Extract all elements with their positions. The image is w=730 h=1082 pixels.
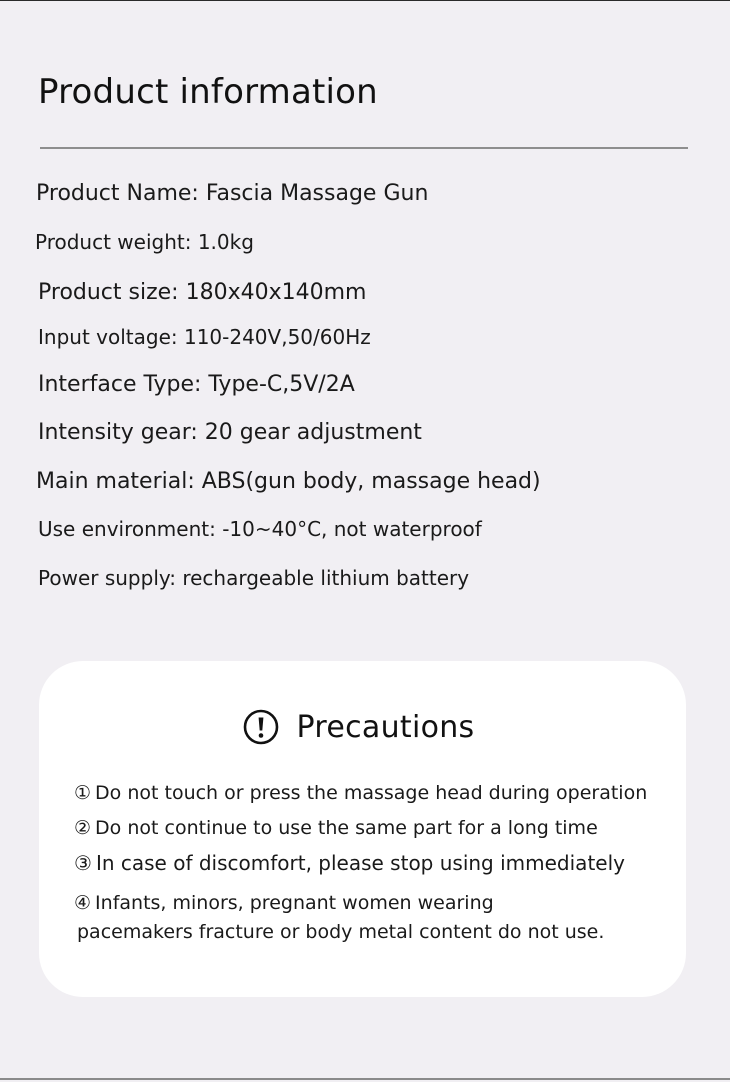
spec-product-weight: Product weight: 1.0kg	[35, 230, 254, 254]
title-divider	[40, 147, 688, 149]
spec-product-name: Product Name: Fascia Massage Gun	[36, 181, 429, 206]
precautions-card	[39, 661, 686, 997]
precaution-text: Do not continue to use the same part for a long time	[95, 817, 598, 839]
precautions-header	[39, 705, 686, 749]
spec-product-size: Product size: 180x40x140mm	[38, 280, 367, 305]
spec-main-material: Main material: ABS(gun body, massage head)	[36, 469, 541, 494]
top-border	[0, 0, 730, 1]
bottom-border	[0, 1078, 730, 1080]
precaution-number: ③	[74, 851, 92, 875]
page-title: Product information	[38, 72, 378, 112]
precaution-number: ①	[74, 782, 92, 804]
spec-intensity-gear: Intensity gear: 20 gear adjustment	[38, 420, 422, 445]
precautions-title: Precautions	[296, 709, 475, 745]
precaution-text: Do not touch or press the massage head during operation	[95, 782, 648, 804]
precaution-number: ②	[74, 817, 92, 839]
precaution-number: ④	[74, 892, 92, 914]
precaution-item-4	[74, 892, 494, 914]
precaution-item-3	[74, 851, 625, 875]
spec-interface-type: Interface Type: Type-C,5V/2A	[38, 372, 355, 397]
precaution-text: Infants, minors, pregnant women wearing	[95, 892, 494, 914]
spec-use-environment: Use environment: -10~40°C, not waterproof	[38, 517, 482, 541]
precaution-item-1	[74, 782, 647, 804]
precaution-item-4-continued: pacemakers fracture or body metal content do not use.	[77, 921, 605, 943]
precaution-text: In case of discomfort, please stop using immediately	[95, 851, 625, 875]
spec-power-supply: Power supply: rechargeable lithium battery	[38, 566, 470, 590]
spec-input-voltage: Input voltage: 110-240V,50/60Hz	[38, 325, 371, 349]
precaution-item-2	[74, 817, 598, 839]
exclamation-circle-icon	[243, 709, 279, 745]
